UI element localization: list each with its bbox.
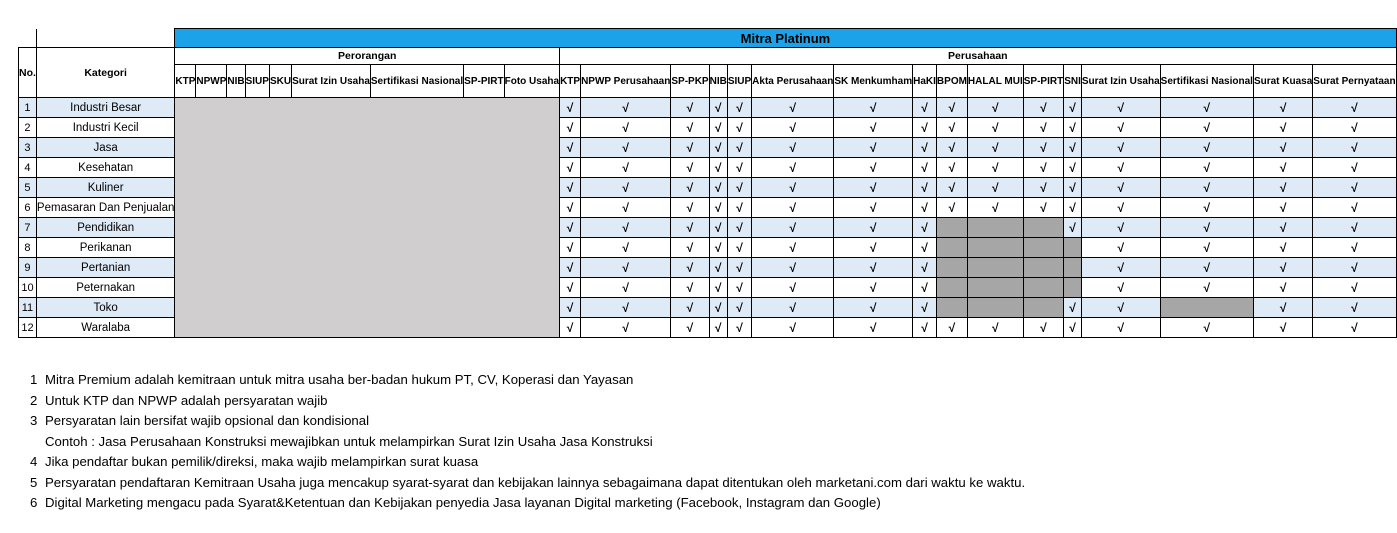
row-kategori: Pertanian [36,258,174,278]
check-mark-cell: √ [671,118,709,138]
header-perorangan-col: Sertifikasi Nasional [370,65,463,98]
check-mark-cell: √ [967,118,1023,138]
header-perorangan: Perorangan [175,48,560,65]
header-perusahaan-col: KTP [560,65,581,98]
note-number: 6 [30,495,38,510]
check-mark-cell: √ [913,138,937,158]
note-item [30,411,1025,432]
not-applicable-cell [967,278,1023,298]
check-mark-cell: √ [1064,318,1082,338]
check-mark-cell: √ [752,118,834,138]
check-mark-cell: √ [671,198,709,218]
check-mark-cell: √ [671,238,709,258]
check-mark-cell: √ [709,138,727,158]
check-mark-cell: √ [1253,98,1312,118]
header-perusahaan-col: SIUP [727,65,751,98]
header-perusahaan-col: Surat Izin Usaha [1081,65,1160,98]
check-mark-cell: √ [671,258,709,278]
row-kategori: Industri Besar [36,98,174,118]
check-mark-cell: √ [1081,278,1160,298]
note-item [30,370,1025,391]
check-mark-cell: √ [1313,278,1396,298]
check-mark-cell: √ [581,278,671,298]
note-item [30,473,1025,494]
check-mark-cell: √ [834,178,913,198]
check-mark-cell: √ [967,198,1023,218]
row-number: 2 [19,118,37,138]
check-mark-cell: √ [581,178,671,198]
check-mark-cell: √ [560,298,581,318]
check-mark-cell: √ [834,318,913,338]
check-mark-cell: √ [1313,118,1396,138]
check-mark-cell: √ [671,298,709,318]
check-mark-cell: √ [1253,218,1312,238]
row-number: 1 [19,98,37,118]
check-mark-cell: √ [1313,218,1396,238]
check-mark-cell: √ [671,138,709,158]
check-mark-cell: √ [560,258,581,278]
check-mark-cell: √ [967,178,1023,198]
header-perusahaan-col: HaKI [913,65,937,98]
check-mark-cell: √ [1160,318,1253,338]
check-mark-cell: √ [1023,118,1063,138]
check-mark-cell: √ [936,138,967,158]
banner-mitra-platinum: Mitra Platinum [175,29,1396,48]
not-applicable-cell [1023,278,1063,298]
not-applicable-cell [936,298,967,318]
check-mark-cell: √ [1253,318,1312,338]
check-mark-cell: √ [834,298,913,318]
not-applicable-cell [936,278,967,298]
check-mark-cell: √ [752,258,834,278]
check-mark-cell: √ [752,238,834,258]
row-number: 8 [19,238,37,258]
header-perorangan-col: SKU [269,65,291,98]
check-mark-cell: √ [1023,138,1063,158]
check-mark-cell: √ [1253,178,1312,198]
check-mark-cell: √ [671,318,709,338]
check-mark-cell: √ [560,318,581,338]
check-mark-cell: √ [1064,298,1082,318]
check-mark-cell: √ [913,198,937,218]
row-kategori: Jasa [36,138,174,158]
note-number: 3 [30,413,38,428]
check-mark-cell: √ [1081,258,1160,278]
row-number: 5 [19,178,37,198]
not-applicable-cell [1023,238,1063,258]
check-mark-cell: √ [1160,98,1253,118]
check-mark-cell: √ [560,198,581,218]
check-mark-cell: √ [1160,118,1253,138]
check-mark-cell: √ [752,298,834,318]
row-number: 4 [19,158,37,178]
not-applicable-cell [1064,278,1082,298]
check-mark-cell: √ [834,218,913,238]
header-perusahaan-col: NIB [709,65,727,98]
header-perusahaan-col: Surat Kuasa [1253,65,1312,98]
check-mark-cell: √ [1313,298,1396,318]
not-applicable-cell [1064,258,1082,278]
check-mark-cell: √ [1081,298,1160,318]
check-mark-cell: √ [834,238,913,258]
check-mark-cell: √ [581,158,671,178]
not-applicable-cell [967,218,1023,238]
check-mark-cell: √ [709,218,727,238]
check-mark-cell: √ [581,98,671,118]
note-item [30,452,1025,473]
header-perusahaan-col: HALAL MUI [967,65,1023,98]
check-mark-cell: √ [1023,198,1063,218]
check-mark-cell: √ [1313,138,1396,158]
check-mark-cell: √ [709,98,727,118]
not-applicable-cell [1023,298,1063,318]
not-applicable-cell [1064,238,1082,258]
note-text: Digital Marketing mengacu pada Syarat&Ketentuan dan Kebijakan penyedia Jasa layanan Digital marketing (Facebook, Instagram dan Google) [45,495,881,510]
note-item [30,391,1025,412]
row-number: 3 [19,138,37,158]
check-mark-cell: √ [581,138,671,158]
check-mark-cell: √ [1313,178,1396,198]
note-text: Untuk KTP dan NPWP adalah persyaratan wajib [45,392,328,408]
row-kategori: Industri Kecil [36,118,174,138]
check-mark-cell: √ [1081,158,1160,178]
check-mark-cell: √ [671,158,709,178]
header-perorangan-col: NIB [227,65,245,98]
header-perusahaan-col: NPWP Perusahaan [581,65,671,98]
check-mark-cell: √ [1081,318,1160,338]
check-mark-cell: √ [727,98,751,118]
check-mark-cell: √ [671,178,709,198]
check-mark-cell: √ [1313,238,1396,258]
check-mark-cell: √ [560,218,581,238]
check-mark-cell: √ [560,158,581,178]
check-mark-cell: √ [913,238,937,258]
check-mark-cell: √ [581,258,671,278]
note-text: Mitra Premium adalah kemitraan untuk mitra usaha ber-badan hukum PT, CV, Koperasi dan Yayasan [45,372,634,387]
not-applicable-cell [967,238,1023,258]
note-item [30,432,1025,453]
not-applicable-cell [936,258,967,278]
header-perorangan-col: Foto Usaha [504,65,559,98]
check-mark-cell: √ [1253,118,1312,138]
check-mark-cell: √ [936,98,967,118]
header-perusahaan-col: Sertifikasi Nasional [1160,65,1253,98]
check-mark-cell: √ [581,318,671,338]
check-mark-cell: √ [834,98,913,118]
header-perusahaan-col: SP-PKP [671,65,709,98]
check-mark-cell: √ [1313,258,1396,278]
table-row [19,98,1397,118]
row-kategori: Peternakan [36,278,174,298]
check-mark-cell: √ [1023,158,1063,178]
row-number: 6 [19,198,37,218]
check-mark-cell: √ [1160,238,1253,258]
check-mark-cell: √ [752,178,834,198]
check-mark-cell: √ [834,138,913,158]
check-mark-cell: √ [727,158,751,178]
row-kategori: Kuliner [36,178,174,198]
check-mark-cell: √ [967,138,1023,158]
check-mark-cell: √ [727,118,751,138]
check-mark-cell: √ [671,218,709,238]
check-mark-cell: √ [1160,138,1253,158]
header-perusahaan: Perusahaan [560,48,1397,65]
check-mark-cell: √ [1313,198,1396,218]
header-no: No. [19,48,37,98]
row-kategori: Pendidikan [36,218,174,238]
check-mark-cell: √ [1064,98,1082,118]
check-mark-cell: √ [752,318,834,338]
check-mark-cell: √ [1064,138,1082,158]
not-applicable-cell [936,218,967,238]
notes-list [30,370,1025,514]
requirements-table [18,28,1397,338]
note-number: 2 [30,392,38,408]
check-mark-cell: √ [1253,278,1312,298]
check-mark-cell: √ [936,118,967,138]
check-mark-cell: √ [1160,178,1253,198]
check-mark-cell: √ [834,198,913,218]
check-mark-cell: √ [1160,278,1253,298]
check-mark-cell: √ [752,218,834,238]
check-mark-cell: √ [709,238,727,258]
row-number: 9 [19,258,37,278]
check-mark-cell: √ [709,118,727,138]
header-perorangan-col: SP-PIRT [464,65,504,98]
check-mark-cell: √ [834,118,913,138]
check-mark-cell: √ [709,178,727,198]
check-mark-cell: √ [1313,98,1396,118]
check-mark-cell: √ [727,258,751,278]
check-mark-cell: √ [709,258,727,278]
check-mark-cell: √ [913,318,937,338]
row-kategori: Waralaba [36,318,174,338]
check-mark-cell: √ [1253,238,1312,258]
check-mark-cell: √ [834,278,913,298]
not-applicable-cell [967,298,1023,318]
header-perorangan-col: Surat Izin Usaha [292,65,371,98]
check-mark-cell: √ [1160,198,1253,218]
check-mark-cell: √ [1081,178,1160,198]
check-mark-cell: √ [834,258,913,278]
note-item [30,493,1025,514]
check-mark-cell: √ [581,218,671,238]
check-mark-cell: √ [1253,158,1312,178]
check-mark-cell: √ [1253,298,1312,318]
check-mark-cell: √ [1313,318,1396,338]
check-mark-cell: √ [560,278,581,298]
check-mark-cell: √ [727,198,751,218]
check-mark-cell: √ [727,318,751,338]
check-mark-cell: √ [1064,118,1082,138]
row-kategori: Kesehatan [36,158,174,178]
check-mark-cell: √ [727,238,751,258]
note-number: 1 [30,372,38,387]
check-mark-cell: √ [967,318,1023,338]
check-mark-cell: √ [913,278,937,298]
not-applicable-cell [967,258,1023,278]
check-mark-cell: √ [913,298,937,318]
check-mark-cell: √ [1081,118,1160,138]
check-mark-cell: √ [1081,138,1160,158]
check-mark-cell: √ [709,278,727,298]
check-mark-cell: √ [727,178,751,198]
check-mark-cell: √ [727,218,751,238]
check-mark-cell: √ [560,178,581,198]
header-perusahaan-col: SNI [1064,65,1082,98]
not-applicable-cell [1160,298,1253,318]
check-mark-cell: √ [1064,198,1082,218]
header-perusahaan-col: SK Menkumham [834,65,913,98]
check-mark-cell: √ [936,318,967,338]
note-number: 5 [30,474,38,490]
check-mark-cell: √ [1081,198,1160,218]
check-mark-cell: √ [581,118,671,138]
check-mark-cell: √ [709,158,727,178]
check-mark-cell: √ [727,298,751,318]
check-mark-cell: √ [560,138,581,158]
header-perusahaan-col: BPOM [936,65,967,98]
note-number: 4 [30,454,38,469]
check-mark-cell: √ [967,158,1023,178]
check-mark-cell: √ [1064,158,1082,178]
check-mark-cell: √ [1081,238,1160,258]
header-perorangan-col: SIUP [245,65,269,98]
check-mark-cell: √ [1160,258,1253,278]
check-mark-cell: √ [936,198,967,218]
check-mark-cell: √ [560,118,581,138]
row-number: 12 [19,318,37,338]
check-mark-cell: √ [1313,158,1396,178]
check-mark-cell: √ [967,98,1023,118]
check-mark-cell: √ [1253,138,1312,158]
check-mark-cell: √ [671,278,709,298]
not-applicable-cell [1023,258,1063,278]
check-mark-cell: √ [1023,98,1063,118]
check-mark-cell: √ [752,138,834,158]
note-text: Jika pendaftar bukan pemilik/direksi, maka wajib melampirkan surat kuasa [45,454,479,469]
check-mark-cell: √ [752,198,834,218]
note-text: Persyaratan lain bersifat wajib opsional dan kondisional [45,413,370,428]
check-mark-cell: √ [560,98,581,118]
check-mark-cell: √ [752,98,834,118]
check-mark-cell: √ [1160,218,1253,238]
check-mark-cell: √ [671,98,709,118]
not-applicable-cell [936,238,967,258]
not-applicable-cell [1023,218,1063,238]
check-mark-cell: √ [1081,218,1160,238]
check-mark-cell: √ [709,318,727,338]
check-mark-cell: √ [709,298,727,318]
header-perorangan-col: KTP [175,65,196,98]
check-mark-cell: √ [1253,198,1312,218]
header-kategori: Kategori [36,48,174,98]
check-mark-cell: √ [1023,318,1063,338]
check-mark-cell: √ [1160,158,1253,178]
check-mark-cell: √ [913,178,937,198]
header-perusahaan-col: SP-PIRT [1023,65,1063,98]
check-mark-cell: √ [709,198,727,218]
check-mark-cell: √ [581,298,671,318]
check-mark-cell: √ [752,278,834,298]
requirements-table-wrapper [18,28,1397,338]
note-text: Persyaratan pendaftaran Kemitraan Usaha juga mencakup syarat-syarat dan kebijakan lainnya sebagaimana dapat ditentukan oleh marketani.com dari waktu ke waktu. [45,474,1026,490]
check-mark-cell: √ [727,278,751,298]
header-perusahaan-col: Surat Pernyataan [1313,65,1396,98]
check-mark-cell: √ [727,138,751,158]
check-mark-cell: √ [1253,258,1312,278]
check-mark-cell: √ [560,238,581,258]
check-mark-cell: √ [1064,178,1082,198]
header-perorangan-col: NPWP [196,65,227,98]
row-number: 7 [19,218,37,238]
perorangan-not-applicable-block [175,98,560,338]
note-number [30,432,45,453]
check-mark-cell: √ [936,158,967,178]
check-mark-cell: √ [936,178,967,198]
check-mark-cell: √ [581,238,671,258]
check-mark-cell: √ [1023,178,1063,198]
row-number: 10 [19,278,37,298]
note-text: Contoh : Jasa Perusahaan Konstruksi mewajibkan untuk melampirkan Surat Izin Usaha Jasa Konstruksi [45,433,653,449]
row-kategori: Pemasaran Dan Penjualan [36,198,174,218]
check-mark-cell: √ [581,198,671,218]
check-mark-cell: √ [913,98,937,118]
check-mark-cell: √ [834,158,913,178]
check-mark-cell: √ [913,218,937,238]
check-mark-cell: √ [752,158,834,178]
check-mark-cell: √ [913,258,937,278]
check-mark-cell: √ [1081,98,1160,118]
check-mark-cell: √ [913,158,937,178]
check-mark-cell: √ [1064,218,1082,238]
row-number: 11 [19,298,37,318]
row-kategori: Toko [36,298,174,318]
header-perusahaan-col: Akta Perusahaan [752,65,834,98]
row-kategori: Perikanan [36,238,174,258]
check-mark-cell: √ [913,118,937,138]
